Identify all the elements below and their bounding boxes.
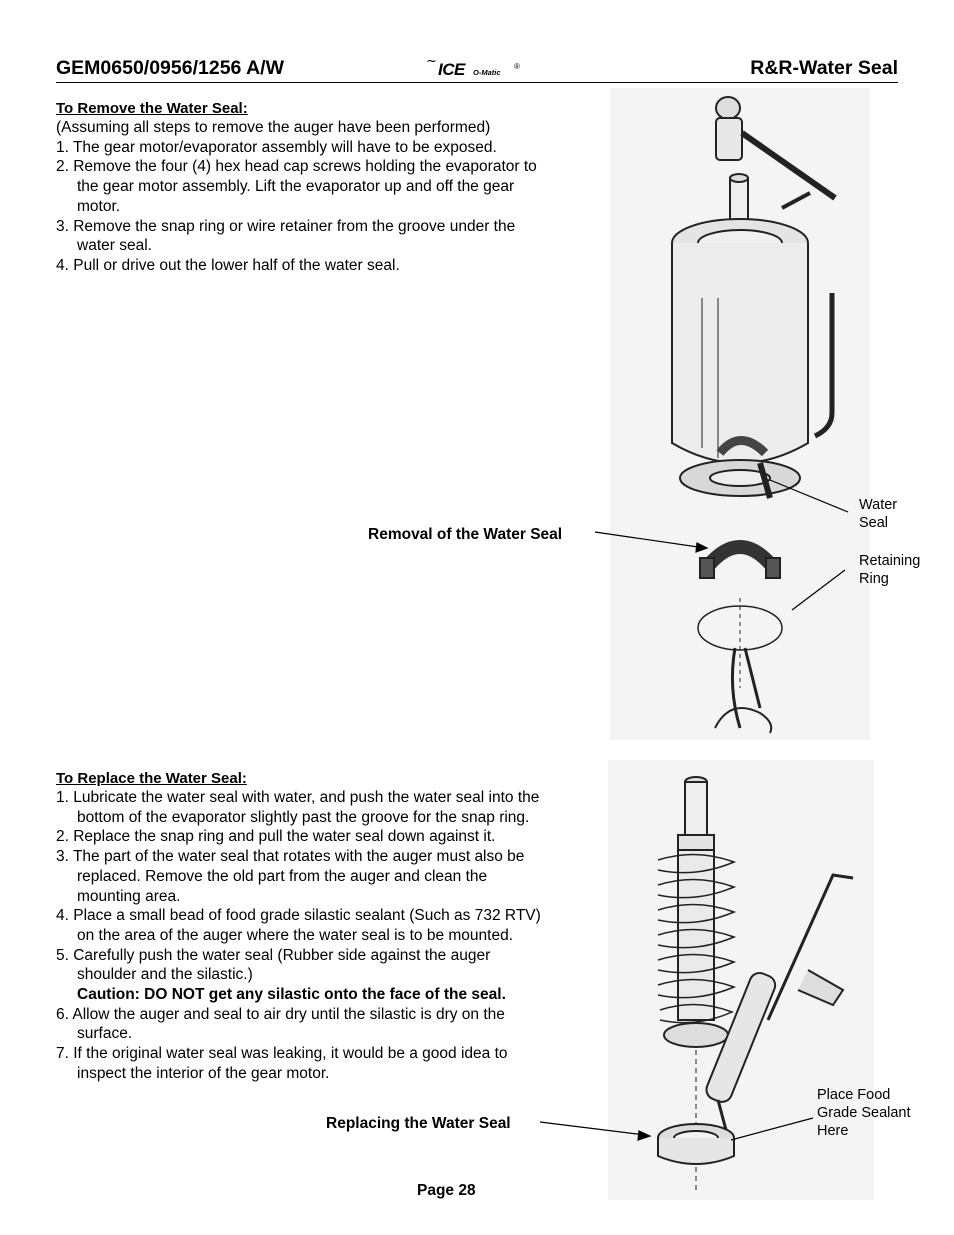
replace-step: 4. Place a small bead of food grade silastic sealant (Such as 732 RTV) xyxy=(56,907,541,925)
replace-step: 6. Allow the auger and seal to air dry until the silastic is dry on the xyxy=(56,1005,505,1023)
replace-section xyxy=(56,770,541,1084)
replace-heading: To Replace the Water Seal: xyxy=(56,770,247,787)
remove-step: the gear motor assembly. Lift the evaporator up and off the gear xyxy=(77,178,515,196)
remove-section xyxy=(56,100,537,276)
retaining-ring-label: Retaining Ring xyxy=(859,553,921,587)
remove-heading: To Remove the Water Seal: xyxy=(56,100,248,117)
remove-step: 3. Remove the snap ring or wire retainer from the groove under the xyxy=(56,217,516,235)
page-number: Page 28 xyxy=(417,1182,476,1199)
replace-step: 5. Carefully push the water seal (Rubber side against the auger xyxy=(56,946,491,964)
replace-step: shoulder and the silastic.) xyxy=(77,966,253,984)
replace-step: inspect the interior of the gear motor. xyxy=(77,1064,330,1082)
replace-step: 2. Replace the snap ring and pull the water seal down against it. xyxy=(56,828,496,846)
page-header: GEM0650/0956/1256 A/W ~ ICE O-Matic ® R&R-Water Seal xyxy=(56,56,898,83)
callout-lines-1 xyxy=(590,470,870,620)
replace-step: replaced. Remove the old part from the auger and clean the xyxy=(77,867,488,885)
removal-illustration xyxy=(610,88,870,740)
replace-step: surface. xyxy=(77,1025,133,1043)
replace-step: bottom of the evaporator slightly past the groove for the snap ring. xyxy=(77,808,530,826)
section-title: R&R-Water Seal xyxy=(750,57,898,79)
remove-step: (Assuming all steps to remove the auger have been performed) xyxy=(56,119,491,136)
replace-step: 1. Lubricate the water seal with water, and push the water seal into the xyxy=(56,789,540,806)
callout-lines-2 xyxy=(535,1110,825,1160)
replace-step: 7. If the original water seal was leaking, it would be a good idea to xyxy=(56,1045,508,1063)
replace-step: mounting area. xyxy=(77,887,181,905)
remove-step: 4. Pull or drive out the lower half of the water seal. xyxy=(56,256,400,274)
model-title: GEM0650/0956/1256 A/W xyxy=(56,57,284,79)
removal-caption: Removal of the Water Seal xyxy=(368,526,563,543)
water-seal-label: Water Seal xyxy=(859,497,898,531)
replace-step: 3. The part of the water seal that rotates with the auger must also be xyxy=(56,848,525,866)
sealant-label: Place Food Grade Sealant Here xyxy=(817,1087,911,1139)
remove-step: 2. Remove the four (4) hex head cap screws holding the evaporator to xyxy=(56,158,537,176)
replace-step: on the area of the auger where the water seal is to be mounted. xyxy=(77,926,513,944)
replacement-caption: Replacing the Water Seal xyxy=(326,1115,511,1132)
remove-step: 1. The gear motor/evaporator assembly will have to be exposed. xyxy=(56,138,497,156)
remove-step: motor. xyxy=(77,197,121,215)
remove-step: water seal. xyxy=(77,237,152,255)
caution-note: Caution: DO NOT get any silastic onto the face of the seal. xyxy=(77,986,506,1004)
